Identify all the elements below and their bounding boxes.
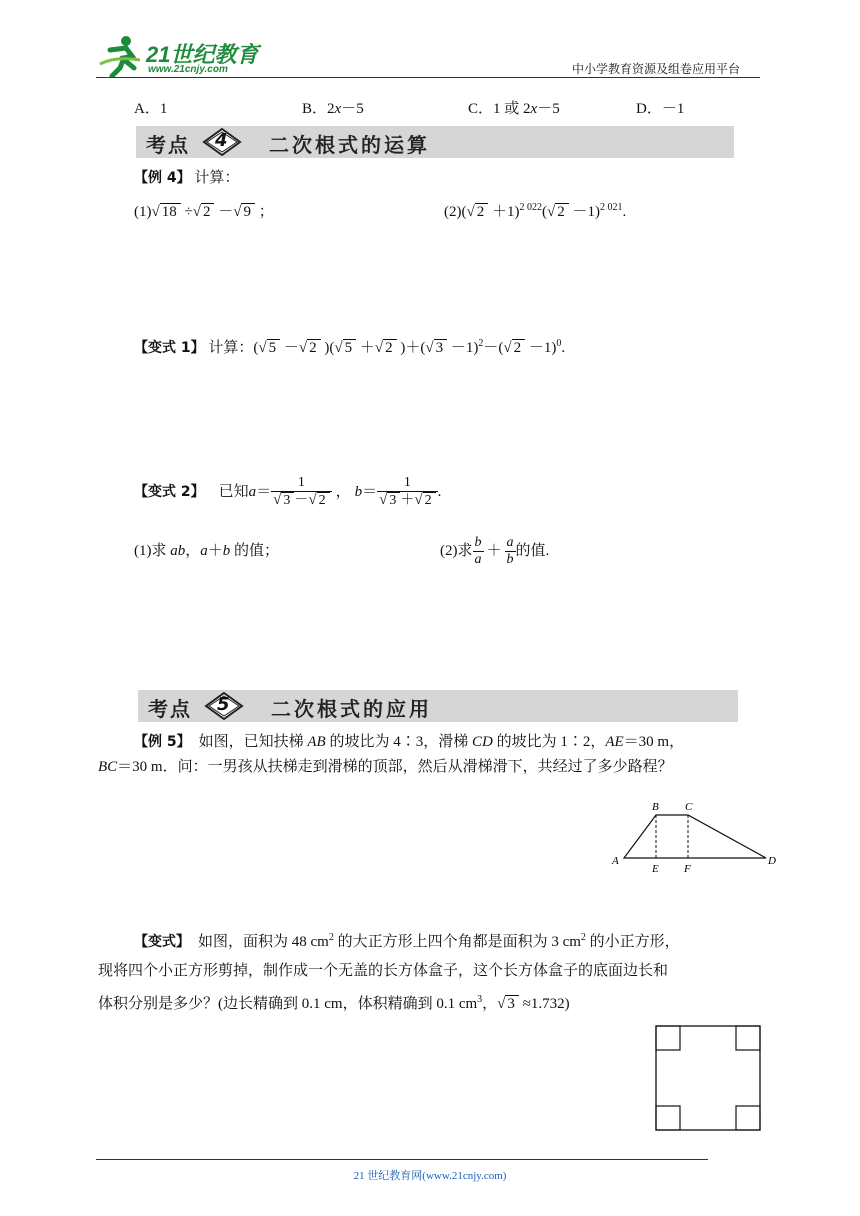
footer-text: 21 世纪教育网(www.21cnjy.com) (353, 1170, 507, 1182)
point-label-e: E (652, 863, 659, 875)
var3-line2: 现将四个小正方形剪掉，制作成一个无盖的长方体盒子，这个长方体盒子的底面边长和 (98, 963, 669, 979)
section-5-num: 5 (217, 694, 230, 715)
var2-line: 【变式 2】 已知 a ＝ $\frac{1}{√ 3 -√ 2}$ ， b ＝ $\frac{1}{√ 3 +√ 2}$ . (134, 475, 442, 508)
square-box-diagram (655, 1025, 761, 1131)
header-divider (96, 77, 760, 78)
section-5-title: 二次根式的应用 (271, 697, 432, 721)
section-4-kaodian: 考点 (146, 133, 190, 157)
fraction-b-over-a: $\frac{b}{a}$ (474, 534, 482, 567)
ex4-part2: (2)(√ 2 ＋1)$^{2 022}$(√ 2 －1)$^{2 021}$. (444, 202, 627, 220)
point-label-b: B (652, 801, 659, 813)
fraction-b: $\frac{1}{√ 3 +√ 2}$ (377, 475, 437, 509)
header-logo (96, 34, 266, 80)
var3-line3: 体积分别是多少？(边长精确到 0.1 cm，体积精确到 0.1 $cm^3$，√ 3 ≈1.732) (98, 994, 570, 1012)
section-4-num: 4 (215, 130, 228, 151)
escalator-slide-diagram (608, 796, 784, 880)
section-5-kaodian: 考点 (148, 697, 192, 721)
var2-q1: (1)求 ab，a＋b 的值； (134, 543, 280, 559)
ex5-line2: BC＝30 m．问：一男孩从扶梯走到滑梯的顶部，然后从滑梯滑下，共经过了多少路程？ (98, 759, 673, 775)
logo-main: 21世纪教育 (146, 42, 259, 67)
option-b: B．2x－5 (302, 101, 364, 117)
var3-line1: 【变式】 如图，面积为 48 $cm^2$ 的大正方形上四个角都是面积为 3 $cm^2$ 的小正方形， (134, 932, 680, 950)
ex4-part1: (1)√ 18 ÷√ 2 －√ 9 ； (134, 204, 274, 220)
fraction-a: $\frac{1}{√ 3 -√ 2}$ (271, 475, 331, 509)
option-a: A．1 (134, 101, 168, 117)
point-label-f: F (684, 863, 691, 875)
var2-q2: (2)求 $\frac{b}{a}$ ＋ $\frac{a}{b}$ 的值. (440, 534, 550, 567)
footer-divider (96, 1159, 708, 1160)
logo-url: www.21cnjy.com (148, 64, 228, 75)
section-5-header (138, 690, 738, 722)
ex5-line1: 【例 5】 如图，已知扶梯 AB 的坡比为 4∶3，滑梯 CD 的坡比为 1∶2，AE＝30 m， (134, 734, 685, 750)
section-4-title: 二次根式的运算 (269, 133, 430, 157)
runner-logo-icon (96, 34, 144, 78)
var1-line: 【变式 1】 计算：(√ 5 －√ 2 )(√ 5 ＋√ 2 )＋(√ 3 －1)$^2$－(√ 2 －1)$^0$. (134, 338, 566, 356)
option-d: D．－1 (636, 101, 685, 117)
point-label-c: C (685, 801, 693, 813)
fraction-a-over-b: $\frac{a}{b}$ (506, 534, 514, 567)
point-label-a: A (612, 855, 619, 867)
point-label-d: D (768, 855, 776, 867)
option-c: C．1 或 2x－5 (468, 101, 560, 117)
platform-text: 中小学教育资源及组卷应用平台 (572, 62, 741, 76)
ex4-header: 【例 4】 计算： (134, 170, 240, 186)
section-4-header (136, 126, 734, 158)
